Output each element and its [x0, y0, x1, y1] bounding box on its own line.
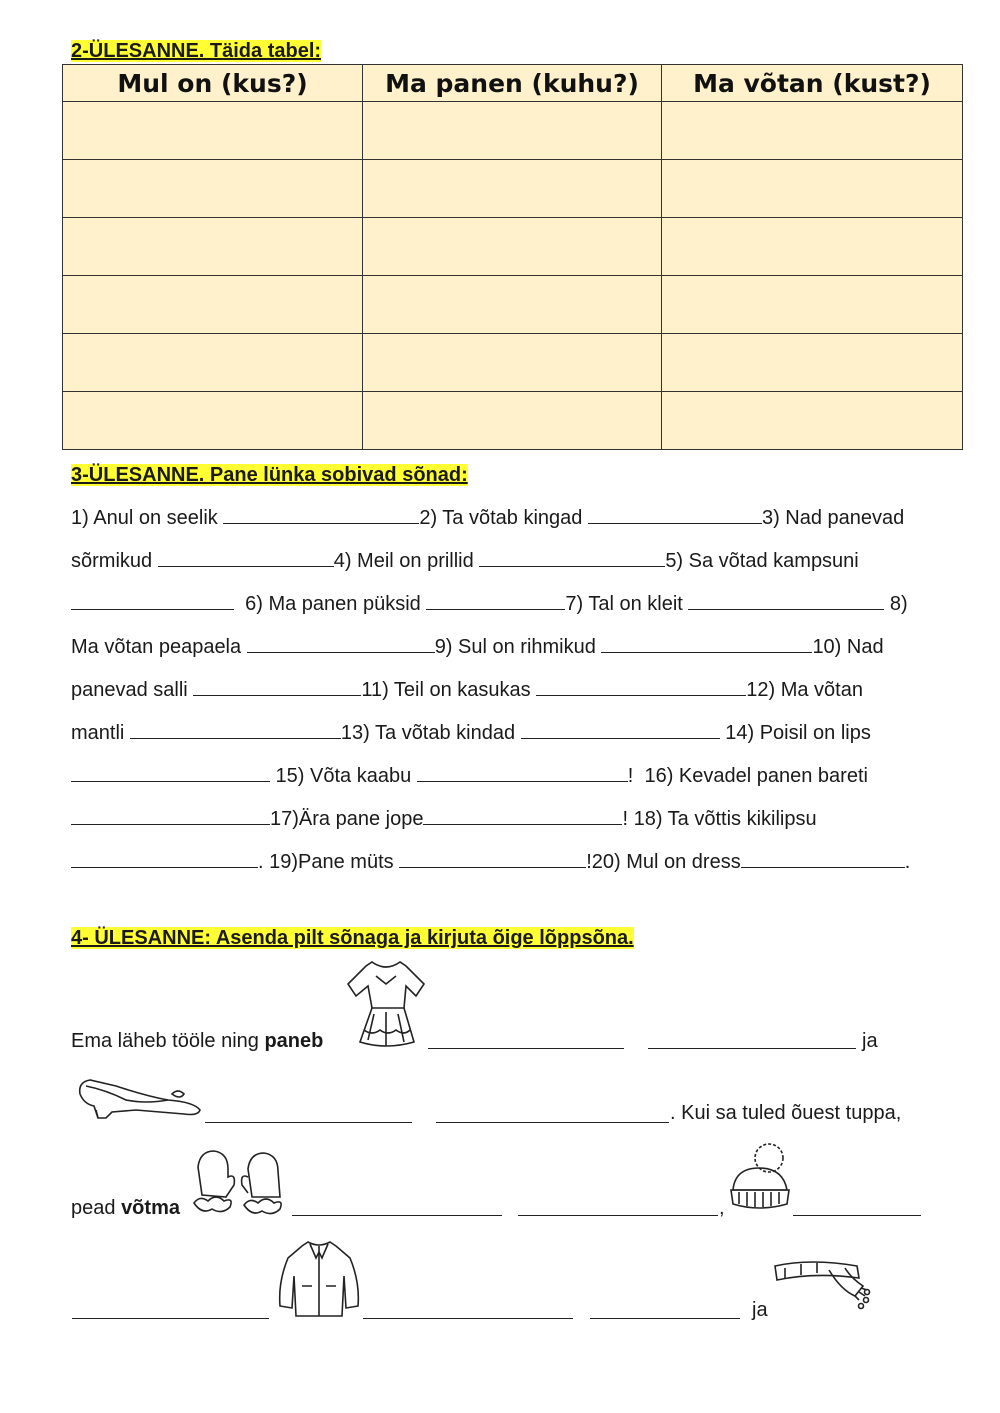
- mittens-icon: [190, 1147, 294, 1217]
- task4-sentence-3: pead võtma: [71, 1197, 180, 1219]
- table-row: [63, 218, 963, 276]
- table-row: [63, 392, 963, 450]
- blank[interactable]: [688, 591, 884, 610]
- dress-icon: [342, 956, 430, 1052]
- task4-sentence-2: . Kui sa tuled õuest tuppa,: [670, 1102, 902, 1124]
- blank[interactable]: [130, 720, 341, 739]
- table-cell[interactable]: [363, 218, 662, 276]
- table-cell[interactable]: [363, 334, 662, 392]
- blank[interactable]: [223, 505, 419, 524]
- blank[interactable]: [521, 720, 720, 739]
- answer-blank[interactable]: [363, 1318, 573, 1319]
- table-cell[interactable]: [363, 392, 662, 450]
- blank[interactable]: [247, 634, 435, 653]
- exercise-line-5: panevad salli 11) Teil on kasukas 12) Ma võtan: [71, 679, 863, 701]
- task2-heading: 2-ÜLESANNE. Täida tabel:: [71, 40, 322, 62]
- table-row: [63, 276, 963, 334]
- blank[interactable]: [193, 677, 361, 696]
- blank[interactable]: [71, 849, 258, 868]
- answer-blank[interactable]: [648, 1048, 856, 1049]
- task2-table: [62, 64, 963, 450]
- table-row: [63, 102, 963, 160]
- blank[interactable]: [423, 806, 622, 825]
- blank[interactable]: [479, 548, 665, 567]
- table-cell[interactable]: [63, 102, 363, 160]
- answer-blank[interactable]: [292, 1215, 502, 1216]
- task3-heading: 3-ÜLESANNE. Pane lünka sobivad sõnad:: [71, 464, 468, 486]
- table-cell[interactable]: [63, 392, 363, 450]
- answer-blank[interactable]: [518, 1215, 718, 1216]
- table-cell[interactable]: [662, 102, 963, 160]
- header-mul-on: Mul on (kus?): [63, 65, 363, 102]
- exercise-line-7: 15) Võta kaabu ! 16) Kevadel panen bareti: [71, 763, 868, 788]
- scarf-icon: [771, 1256, 873, 1318]
- task4-sentence-1: Ema läheb tööle ning paneb: [71, 1030, 324, 1052]
- blank[interactable]: [71, 806, 270, 825]
- table-cell[interactable]: [63, 160, 363, 218]
- table-cell[interactable]: [63, 276, 363, 334]
- exercise-line-9: . 19)Pane müts !20) Mul on dress .: [71, 849, 910, 874]
- ja-word: ja: [862, 1030, 878, 1052]
- jacket-icon: [274, 1236, 364, 1320]
- blank[interactable]: [71, 763, 270, 782]
- blank[interactable]: [158, 548, 334, 567]
- task4-heading: 4- ÜLESANNE: Asenda pilt sõnaga ja kirjuta õige lõppsõna.: [71, 927, 634, 949]
- table-cell[interactable]: [363, 160, 662, 218]
- exercise-line-3: 6) Ma panen püksid 7) Tal on kleit 8): [71, 591, 908, 616]
- answer-blank[interactable]: [590, 1318, 740, 1319]
- table-cell[interactable]: [662, 218, 963, 276]
- header-ma-votan: Ma võtan (kust?): [662, 65, 963, 102]
- blank[interactable]: [417, 763, 628, 782]
- answer-blank[interactable]: [436, 1122, 669, 1123]
- table-header-row: [63, 65, 963, 102]
- blank[interactable]: [399, 849, 586, 868]
- blank[interactable]: [741, 849, 905, 868]
- table-cell[interactable]: [662, 392, 963, 450]
- table-cell[interactable]: [662, 334, 963, 392]
- answer-blank[interactable]: [793, 1215, 921, 1216]
- blank[interactable]: [71, 591, 234, 610]
- shoes-icon: [76, 1070, 204, 1122]
- answer-blank[interactable]: [428, 1048, 624, 1049]
- knit-hat-icon: [725, 1140, 793, 1212]
- table-cell[interactable]: [63, 218, 363, 276]
- comma: ,: [719, 1197, 725, 1219]
- exercise-line-8: 17)Ära pane jope ! 18) Ta võttis kikilipsu: [71, 806, 817, 831]
- table-cell[interactable]: [662, 160, 963, 218]
- table-row: [63, 334, 963, 392]
- answer-blank[interactable]: [205, 1122, 412, 1123]
- table-cell[interactable]: [63, 334, 363, 392]
- table-cell[interactable]: [363, 276, 662, 334]
- table-row: [63, 160, 963, 218]
- blank[interactable]: [536, 677, 746, 696]
- exercise-line-4: Ma võtan peapaela 9) Sul on rihmikud 10) Nad: [71, 636, 884, 658]
- blank[interactable]: [588, 505, 762, 524]
- ja-word: ja: [752, 1299, 768, 1321]
- header-ma-panen: Ma panen (kuhu?): [363, 65, 662, 102]
- exercise-line-6: mantli 13) Ta võtab kindad 14) Poisil on lips: [71, 722, 871, 744]
- table-cell[interactable]: [662, 276, 963, 334]
- exercise-line-1: 1) Anul on seelik 2) Ta võtab kingad 3) Nad panevad: [71, 507, 905, 529]
- answer-blank[interactable]: [72, 1318, 269, 1319]
- exercise-line-2: sõrmikud 4) Meil on prillid 5) Sa võtad kampsuni: [71, 550, 859, 572]
- blank[interactable]: [601, 634, 812, 653]
- table-cell[interactable]: [363, 102, 662, 160]
- blank[interactable]: [426, 591, 565, 610]
